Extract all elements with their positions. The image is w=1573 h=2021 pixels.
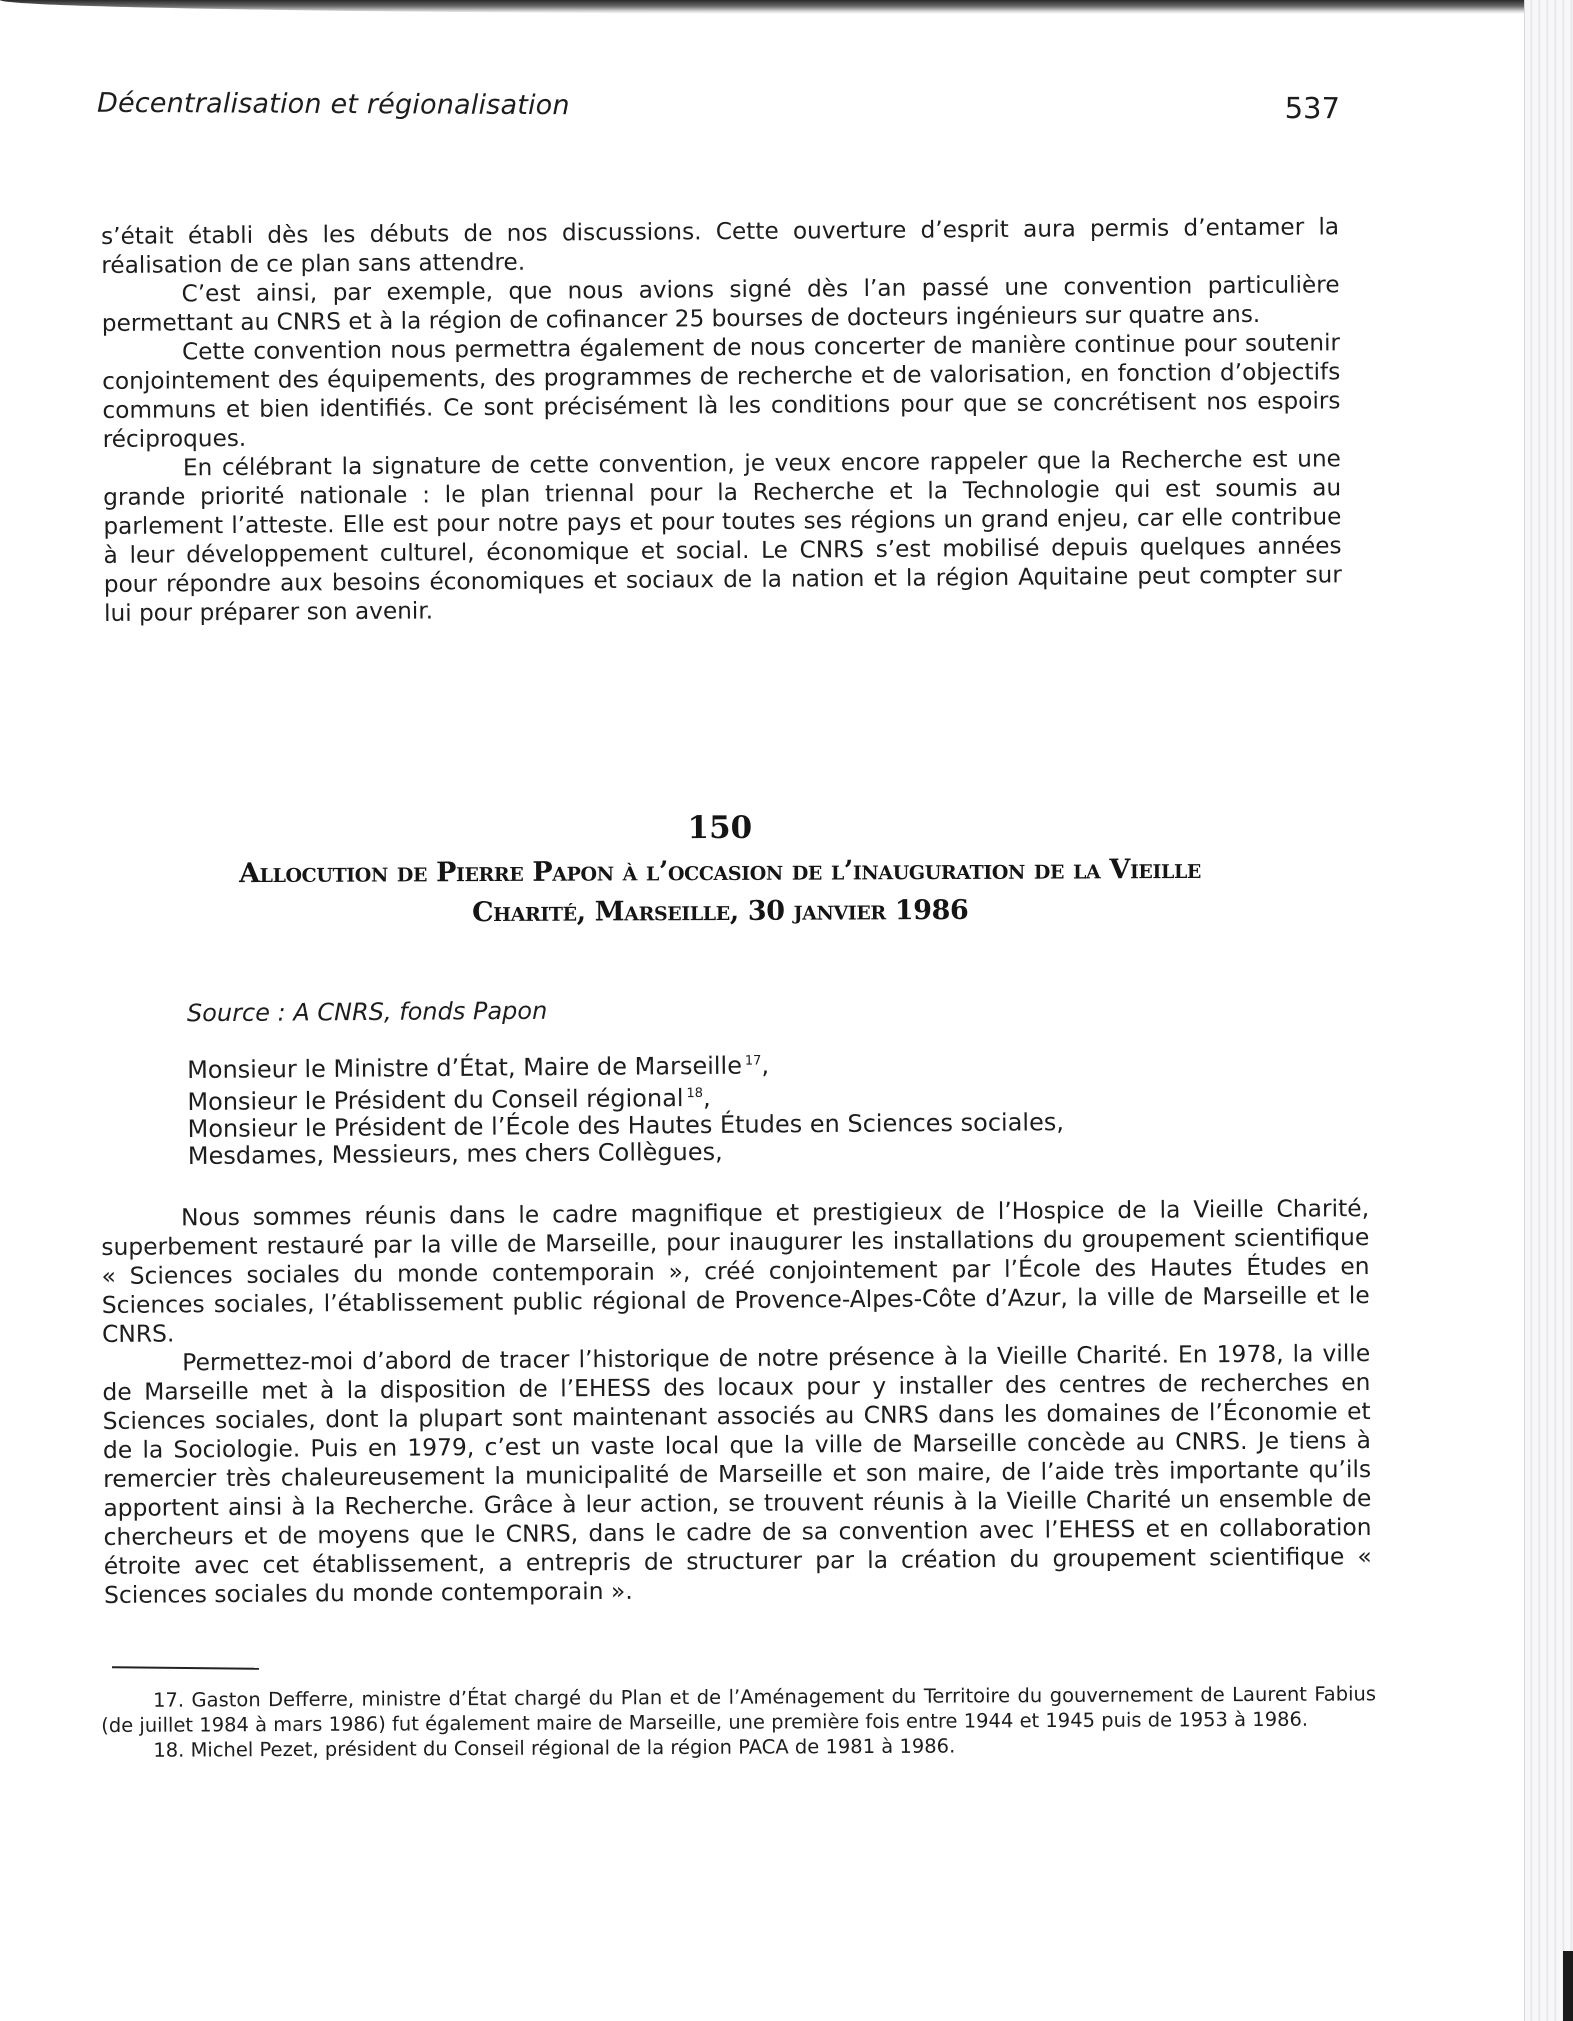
footnote: [101, 1681, 1376, 1738]
footnote-number: 17.: [153, 1688, 185, 1712]
footnotes: [101, 1681, 1376, 1763]
running-head: [96, 85, 1341, 126]
paragraph: Nous sommes réunis dans le cadre magnifique et prestigieux de l’Hospice de la Vieille Charité, superbement restauré par la ville de Marseille, pour inaugurer les installations du groupement scientifique « Sciences sociales du monde contemporain », créé conjointement par l’École des Hautes Études en Sciences sociales, l’établissement public régional de Provence-Alpes-Côte d’Azur, la ville de Marseille et le CNRS.: [101, 1194, 1370, 1348]
footnote: [101, 1731, 1376, 1763]
salutations: [187, 1045, 1064, 1170]
running-title: Décentralisation et régionalisation: [96, 87, 570, 122]
document-number: 150: [687, 809, 753, 847]
paragraph: C’est ainsi, par exemple, que nous avions signé dès l’an passé une convention particulière permettant au CNRS et à la région de cofinancer 25 bourses de docteurs ingénieurs sur quatre ans.: [101, 271, 1340, 337]
document-title-line-1: Allocution de Pierre Papon à l’occasion de l’inauguration de la Vieille: [238, 853, 1202, 890]
footnote-text: Michel Pezet, président du Conseil régional de la région PACA de 1981 à 1986.: [190, 1734, 956, 1762]
paragraph: s’était établi dès les débuts de nos discussions. Cette ouverture d’esprit aura permis d’entamer la réalisation de ce plan sans attendre.: [101, 213, 1340, 279]
document-heading: [95, 805, 1346, 934]
paragraph: En célébrant la signature de cette convention, je veux encore rappeler que la Recherche est une grande priorité nationale : le plan triennal pour la Recherche et la Technologie qui est soumis au parlement l’atteste. Elle est pour notre pays et pour toutes ses régions un grand enjeu, car elle contribue à leur développement culturel, économique et social. Le CNRS s’est mobilisé depuis quelques années pour répondre aux besoins économiques et sociaux de la nation et la région Aquitaine peut compter sur lui pour préparer son avenir.: [103, 445, 1342, 627]
document-source: Source : A CNRS, fonds Papon: [186, 996, 548, 1028]
salutation-line: Monsieur le Président du Conseil régional $^{18}$,: [187, 1083, 711, 1116]
document-body: [101, 1194, 1372, 1610]
continued-text: [101, 212, 1342, 628]
footnote-number: 18.: [153, 1738, 185, 1762]
document-title-line-2: Charité, Marseille, 30 janvier 1986: [471, 894, 969, 929]
footnote-ref[interactable]: 18: [686, 1085, 704, 1102]
footnote-text: Gaston Defferre, ministre d’État chargé du Plan et de l’Aménagement du Territoire du gouvernement de Laurent Fabius (de juillet 1984 à mars 1986) fut également maire de Marseille, une première fois entre 1944 et 1945 puis de 1953 à 1986.: [101, 1682, 1377, 1737]
book-page-edges: [1524, 0, 1573, 2021]
salutation-line: Monsieur le Ministre d’État, Maire de Marseille $^{17}$,: [187, 1051, 770, 1084]
paragraph: Permettez-moi d’abord de tracer l’historique de notre présence à la Vieille Charité. En 1978, la ville de Marseille met à la disposition de l’EHESS des locaux pour y installer des centres de recherches en Sciences sociales, dont la plupart sont maintenant associés au CNRS dans les domaines de l’Économie et de la Sociologie. Puis en 1979, c’est un vaste local que la ville de Marseille concède au CNRS. Je tiens à remercier très chaleureusement la municipalité de Marseille et son maire, de l’aide très importante qu’ils apportent ainsi à la Recherche. Grâce à leur action, se trouvent réunis à la Vieille Charité un ensemble de chercheurs et de moyens que le CNRS, dans le cadre de sa convention avec l’EHESS et en collaboration étroite avec cet établissement, a entrepris de structurer par la création du groupement scientifique « Sciences sociales du monde contemporain ».: [102, 1339, 1372, 1609]
salutation-line: Monsieur le Président de l’École des Hautes Études en Sciences sociales,: [187, 1108, 1065, 1143]
paragraph: Cette convention nous permettra également de nous concerter de manière continue pour soutenir conjointement des équipements, des programmes de recherche et de valorisation, en fonction d’objectifs communs et bien identifiés. Ce sont précisément là les conditions pour que se concrétisent nos espoirs réciproques.: [102, 329, 1341, 453]
page-number: 537: [1284, 90, 1341, 126]
footnote-ref[interactable]: 17: [744, 1053, 762, 1069]
footnote-separator: [112, 1666, 259, 1670]
salutation-line: Mesdames, Messieurs, mes chers Collègues,: [187, 1137, 723, 1170]
